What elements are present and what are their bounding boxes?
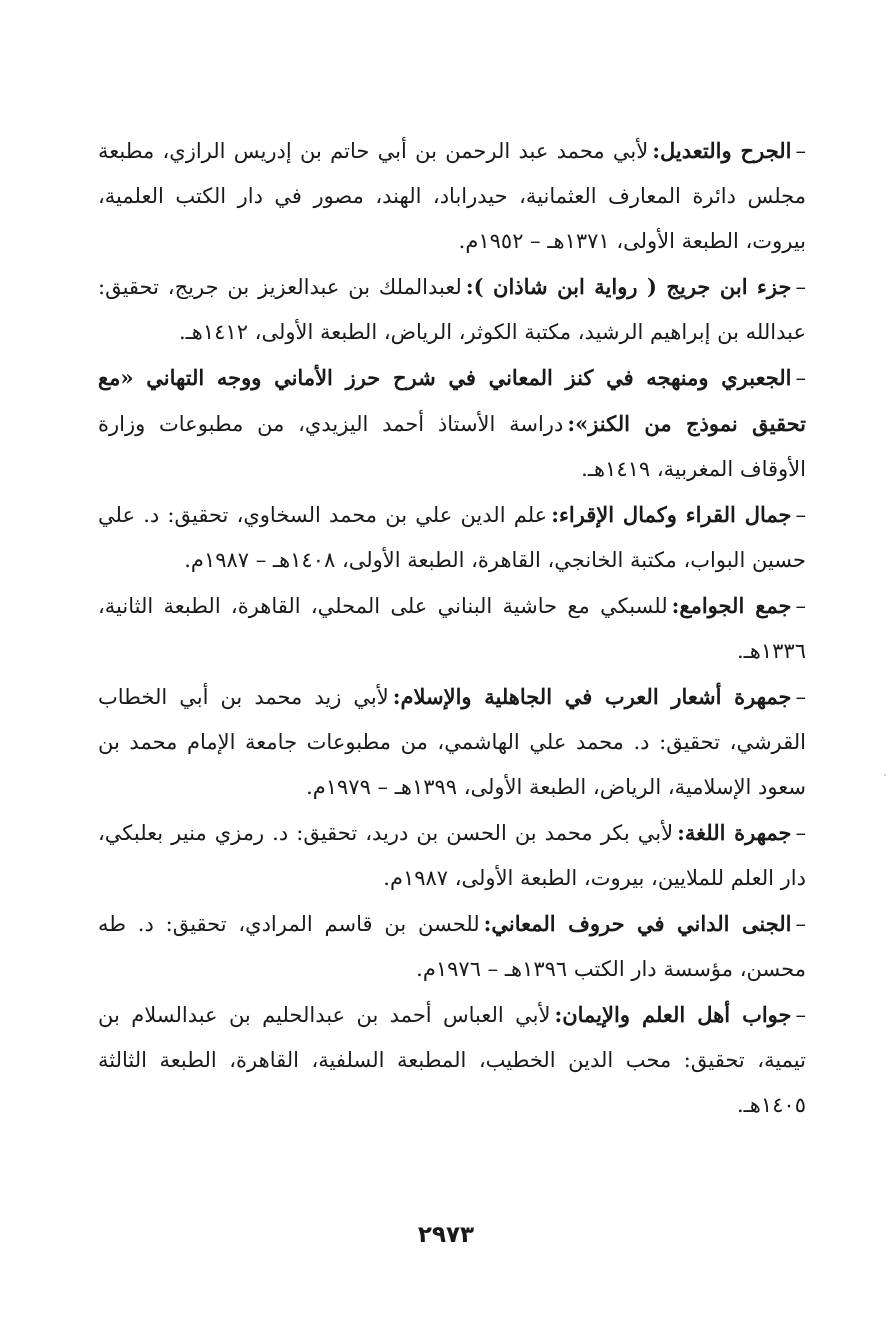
entry-dash: – bbox=[795, 275, 806, 299]
entry-dash: – bbox=[795, 139, 806, 163]
entry-title: جواب أهل العلم والإيمان bbox=[562, 1002, 792, 1027]
entry-text: لأبي محمد عبد الرحمن بن أبي حاتم بن إدريس الرازي، مطبعة مجلس دائرة المعارف العثمانية، حيدراباد، الهند، مصور في دار الكتب العلمية، بيروت، الطبعة الأولى، ١٣٧١هـ – ١٩٥٢م. bbox=[98, 139, 806, 253]
entry-dash: – bbox=[795, 685, 806, 709]
entry-colon: : bbox=[465, 274, 474, 299]
bibliography-entry bbox=[98, 128, 806, 264]
entry-colon: : bbox=[677, 820, 685, 845]
entry-title: الجرح والتعديل bbox=[660, 138, 792, 163]
entry-text: للحسن بن قاسم المرادي، تحقيق: د. طه محسن، مؤسسة دار الكتب ١٣٩٦هـ – ١٩٧٦م. bbox=[98, 912, 806, 981]
entry-text: دراسة الأستاذ أحمد اليزيدي، من مطبوعات وزارة الأوقاف المغربية، ١٤١٩هـ. bbox=[98, 412, 806, 481]
bibliography-entry bbox=[98, 355, 806, 492]
entry-title: جمهرة اللغة bbox=[684, 820, 792, 845]
entry-text: لأبي العباس أحمد بن عبدالحليم بن عبدالسلام بن تيمية، تحقيق: محب الدين الخطيب، المطبعة السلفية، القاهرة، الطبعة الثالثة ١٤٠٥هـ. bbox=[98, 1003, 806, 1117]
entry-title: جزء ابن جريج ( رواية ابن شاذان ) bbox=[473, 274, 792, 299]
entry-text: لأبي زيد محمد بن أبي الخطاب القرشي، تحقيق: د. محمد علي الهاشمي، من مطبوعات جامعة الإمام محمد بن سعود الإسلامية، الرياض، الطبعة الأولى، ١٣٩٩هـ – ١٩٧٩م. bbox=[98, 685, 806, 799]
entry-dash: – bbox=[795, 503, 806, 527]
bibliography-entry bbox=[98, 901, 806, 992]
bibliography-entry bbox=[98, 674, 806, 810]
margin-speck bbox=[884, 774, 886, 776]
entry-dash: – bbox=[795, 821, 806, 845]
entry-colon: : bbox=[551, 502, 559, 527]
entry-colon: : bbox=[652, 138, 661, 163]
entry-colon: : bbox=[671, 593, 680, 618]
entry-title: الجعبري ومنهجه في كنز المعاني في شرح حرز الأماني ووجه التهاني «مع تحقيق نموذج من الكنز» bbox=[98, 365, 806, 436]
entry-text: للسبكي مع حاشية البناني على المحلي، القاهرة، الطبعة الثانية، ١٣٣٦هـ. bbox=[98, 594, 806, 663]
entry-dash: – bbox=[795, 1003, 807, 1027]
entry-text: لأبي بكر محمد بن الحسن بن دريد، تحقيق: د. رمزي منير بعلبكي، دار العلم للملايين، بيروت، الطبعة الأولى، ١٩٨٧م. bbox=[98, 821, 806, 890]
bibliography-page bbox=[98, 128, 806, 1128]
entry-text: علم الدين علي بن محمد السخاوي، تحقيق: د. علي حسين البواب، مكتبة الخانجي، القاهرة، الطبعة الأولى، ١٤٠٨هـ – ١٩٨٧م. bbox=[98, 503, 806, 572]
entry-text: لعبدالملك بن عبدالعزيز بن جريج، تحقيق: عبدالله بن إبراهيم الرشيد، مكتبة الكوثر، الرياض، الطبعة الأولى، ١٤١٢هـ. bbox=[98, 275, 806, 344]
entry-colon: : bbox=[567, 411, 576, 436]
entry-dash: – bbox=[795, 366, 806, 390]
bibliography-entry bbox=[98, 492, 806, 583]
entry-dash: – bbox=[795, 594, 806, 618]
entry-title: جمال القراء وكمال الإقراء bbox=[558, 502, 792, 527]
page-number: ٢٩٧٣ bbox=[417, 1222, 475, 1248]
entry-title: جمهرة أشعار العرب في الجاهلية والإسلام bbox=[400, 684, 792, 709]
bibliography-entry bbox=[98, 583, 806, 674]
bibliography-entry bbox=[98, 264, 806, 355]
entry-title: الجنى الداني في حروف المعاني bbox=[491, 911, 792, 936]
entry-colon: : bbox=[554, 1002, 563, 1027]
bibliography-entry bbox=[98, 810, 806, 901]
entry-colon: : bbox=[483, 911, 492, 936]
entry-dash: – bbox=[795, 912, 806, 936]
bibliography-entry bbox=[98, 992, 806, 1128]
entry-title: جمع الجوامع bbox=[679, 593, 792, 618]
entry-colon: : bbox=[392, 684, 401, 709]
